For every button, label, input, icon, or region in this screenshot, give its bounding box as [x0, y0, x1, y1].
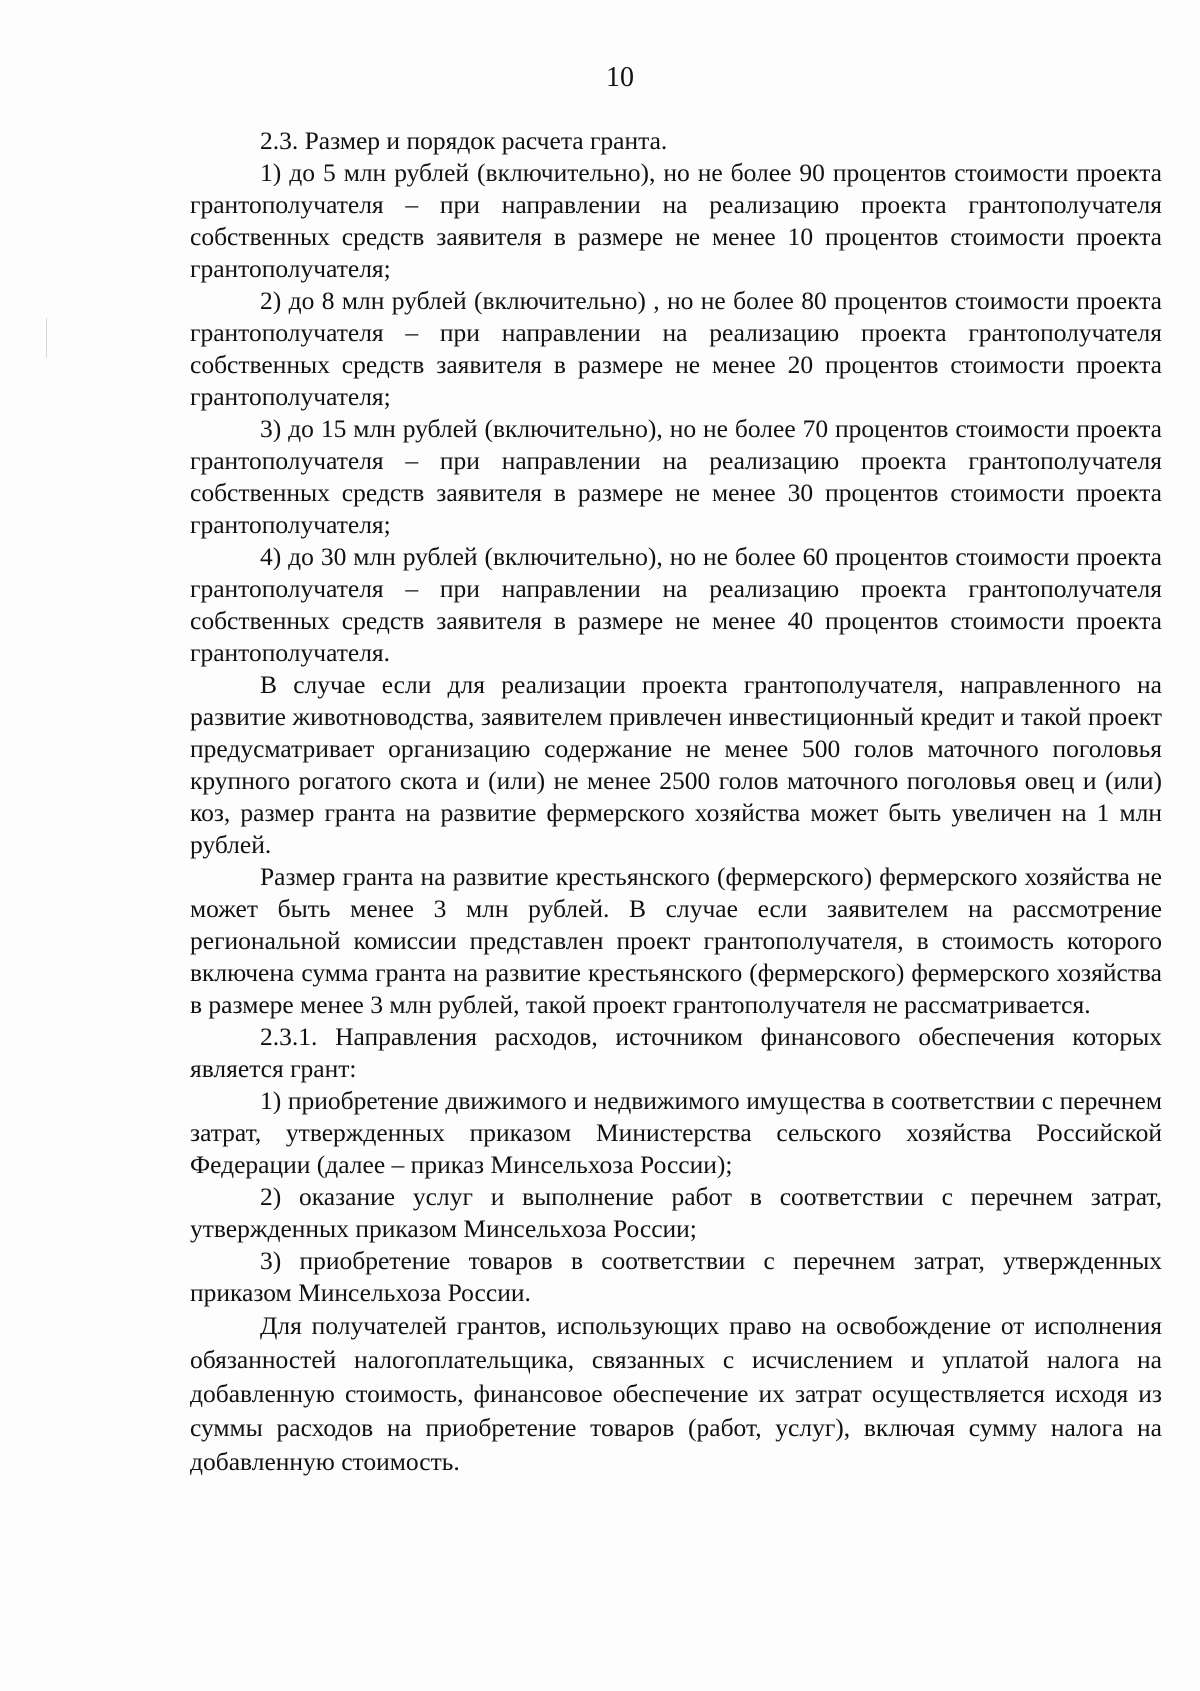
- grant-tier-2: 2) до 8 млн рублей (включительно) , но не более 80 процентов стоимости проекта грантополучателя – при направлении на реализацию проекта грантополучателя собственных средств заявителя в размере не менее 20 процентов стоимости проекта грантополучателя;: [190, 286, 1162, 411]
- expense-item-3: 3) приобретение товаров в соответствии с перечнем затрат, утвержденных приказом Минсельхоза России.: [190, 1246, 1162, 1307]
- minimum-grant-paragraph: Размер гранта на развитие крестьянского (фермерского) фермерского хозяйства не может быть менее 3 млн рублей. В случае если заявителем на рассмотрение региональной комиссии представлен проект грантополучателя, в стоимость которого включена сумма гранта на развитие крестьянского (фермерского) фермерского хозяйства в размере менее 3 млн рублей, такой проект грантополучателя не рассматривается.: [190, 862, 1162, 1019]
- grant-tier-1: 1) до 5 млн рублей (включительно), но не более 90 процентов стоимости проекта грантополучателя – при направлении на реализацию проекта грантополучателя собственных средств заявителя в размере не менее 10 процентов стоимости проекта грантополучателя;: [190, 158, 1162, 283]
- document-body: [190, 125, 1162, 1479]
- subsection-heading: 2.3.1. Направления расходов, источником финансового обеспечения которых является грант:: [190, 1022, 1162, 1083]
- page-number: 10: [606, 62, 634, 93]
- grant-tier-4: 4) до 30 млн рублей (включительно), но не более 60 процентов стоимости проекта грантополучателя – при направлении на реализацию проекта грантополучателя собственных средств заявителя в размере не менее 40 процентов стоимости проекта грантополучателя.: [190, 542, 1162, 667]
- section-heading: 2.3. Размер и порядок расчета гранта.: [260, 126, 668, 155]
- expense-item-1: 1) приобретение движимого и недвижимого имущества в соответствии с перечнем затрат, утвержденных приказом Министерства сельского хозяйства Российской Федерации (далее – приказ Минсельхоза России);: [190, 1086, 1162, 1179]
- livestock-increase-paragraph: В случае если для реализации проекта грантополучателя, направленного на развитие животноводства, заявителем привлечен инвестиционный кредит и такой проект предусматривает организацию содержание не менее 500 голов маточного поголовья крупного рогатого скота и (или) не менее 2500 голов маточного поголовья овец и (или) коз, размер гранта на развитие фермерского хозяйства может быть увеличен на 1 млн рублей.: [190, 670, 1162, 859]
- vat-paragraph: Для получателей грантов, использующих право на освобождение от исполнения обязанностей налогоплательщика, связанных с исчислением и уплатой налога на добавленную стоимость, финансовое обеспечение их затрат осуществляется исходя из суммы расходов на приобретение товаров (работ, услуг), включая сумму налога на добавленную стоимость.: [190, 1311, 1162, 1476]
- scan-edge-mark: [46, 318, 47, 358]
- grant-tier-3: 3) до 15 млн рублей (включительно), но не более 70 процентов стоимости проекта грантополучателя – при направлении на реализацию проекта грантополучателя собственных средств заявителя в размере не менее 30 процентов стоимости проекта грантополучателя;: [190, 414, 1162, 539]
- expense-item-2: 2) оказание услуг и выполнение работ в соответствии с перечнем затрат, утвержденных приказом Минсельхоза России;: [190, 1182, 1162, 1243]
